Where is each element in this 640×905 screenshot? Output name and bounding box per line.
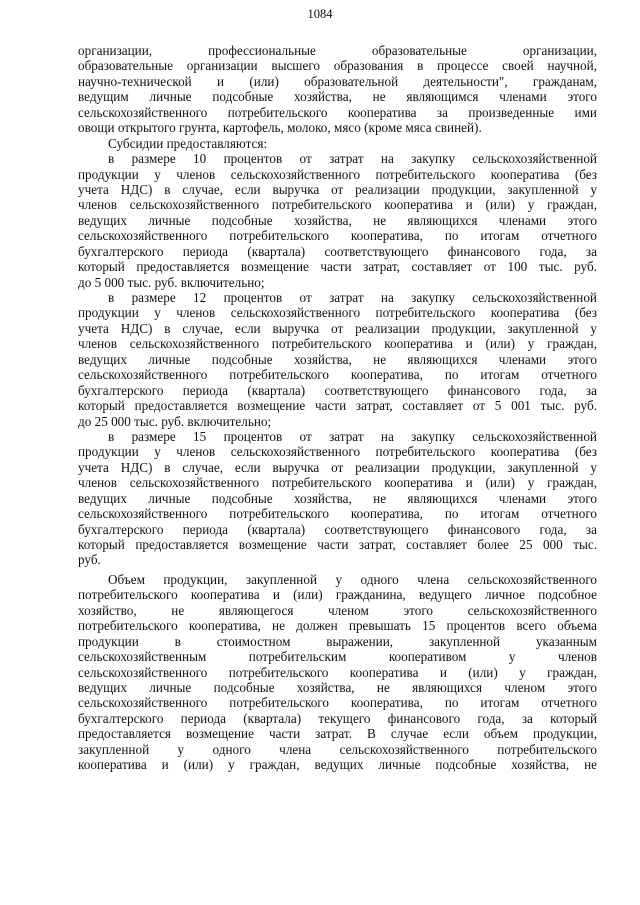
text-line: в размере 10 процентов от затрат на закупку сельскохозяйственной <box>108 151 597 167</box>
text-line: потребительского кооператива, не должен превышать 15 процентов всего объема <box>78 618 597 634</box>
text-line: учета НДС) в случае, если выручка от реализации продукции, закупленной у <box>78 459 597 475</box>
text-line: учета НДС) в случае, если выручка от реализации продукции, закупленной у <box>78 320 597 336</box>
text-line: ведущих личные подсобные хозяйства, не являющихся членами этого <box>78 490 597 506</box>
text-line: кооператива и (или) у граждан, ведущих личные подсобные хозяйства, не <box>78 757 597 773</box>
text-line: сельскохозяйственного потребительского кооператива, по итогам отчетного <box>78 506 597 522</box>
text-line: Объем продукции, закупленной у одного члена сельскохозяйственного <box>108 571 597 587</box>
text-line: сельскохозяйственного потребительского кооператива, по итогам отчетного <box>78 367 597 383</box>
text-line: который предоставляется возмещение части затрат, составляет от 100 тыс. руб. <box>78 259 597 275</box>
text-line: ведущим личные подсобные хозяйства, не являющимся членами этого <box>78 89 597 105</box>
text-line: сельскохозяйственного потребительского кооператива и (или) у граждан, <box>78 664 597 680</box>
text-line: потребительского кооператива и (или) гражданина, ведущего личное подсобное <box>78 587 597 603</box>
text-line: членов сельскохозяйственного потребительского кооператива и (или) у граждан, <box>78 197 597 213</box>
page-number: 1084 <box>307 7 333 21</box>
document-body <box>78 43 597 773</box>
text-line: предоставляется возмещение части затрат. В случае если объем продукции, <box>78 726 597 742</box>
text-line: который предоставляется возмещение части затрат, составляет от 5 001 тыс. руб. <box>78 398 597 414</box>
text-line: организации, профессиональные образовательные организации, <box>78 43 597 58</box>
text-line: учета НДС) в случае, если выручка от реализации продукции, закупленной у <box>78 181 597 197</box>
text-line: продукции у членов сельскохозяйственного потребительского кооператива (без <box>78 444 597 460</box>
text-line: в размере 15 процентов от затрат на закупку сельскохозяйственной <box>108 428 597 444</box>
text-line: бухгалтерского периода (квартала) соответствующего финансового года, за <box>78 243 597 259</box>
text-line: который предоставляется возмещение части затрат, составляет более 25 000 тыс. <box>78 537 597 552</box>
text-line: членов сельскохозяйственного потребительского кооператива и (или) у граждан, <box>78 475 597 491</box>
text-line: ведущих личные подсобные хозяйства, не являющихся членами этого <box>78 212 597 228</box>
text-line: сельскохозяйственным потребительским кооперативом у членов <box>78 649 597 665</box>
text-line: сельскохозяйственного потребительского кооператива за произведенные ими <box>78 104 597 120</box>
text-line: продукции в стоимостном выражении, закупленной указанным <box>78 633 597 649</box>
text-line: научно-технической и (или) образовательной деятельности", гражданам, <box>78 73 597 89</box>
text-line: бухгалтерского периода (квартала) соответствующего финансового года, за <box>78 521 597 537</box>
text-line: в размере 12 процентов от затрат на закупку сельскохозяйственной <box>108 290 597 305</box>
text-line: руб. <box>78 552 101 568</box>
text-line: продукции у членов сельскохозяйственного потребительского кооператива (без <box>78 166 597 182</box>
text-line: членов сельскохозяйственного потребительского кооператива и (или) у граждан, <box>78 336 597 352</box>
text-line: продукции у членов сельскохозяйственного потребительского кооператива (без <box>78 305 597 321</box>
text-line: образовательные организации высшего образования в процессе своей научной, <box>78 58 597 74</box>
text-line: хозяйство, не являющегося членом этого сельскохозяйственного <box>78 602 597 618</box>
text-line: сельскохозяйственного потребительского кооператива, по итогам отчетного <box>78 695 597 711</box>
text-line: бухгалтерского периода (квартала) текущего финансового года, за который <box>78 710 597 726</box>
text-line: ведущих личные подсобные хозяйства, не являющихся членами этого <box>78 351 597 367</box>
text-line: закупленной у одного члена сельскохозяйственного потребительского <box>78 741 597 757</box>
text-line: Субсидии предоставляются: <box>108 135 268 151</box>
text-line: ведущих личные подсобные хозяйства, не являющихся членом этого <box>78 679 597 695</box>
text-line: до 25 000 тыс. руб. включительно; <box>78 413 272 429</box>
text-line: сельскохозяйственного потребительского кооператива, по итогам отчетного <box>78 228 597 244</box>
text-line: овощи открытого грунта, картофель, молоко, мясо (кроме мяса свиней). <box>78 120 482 136</box>
text-line: бухгалтерского периода (квартала) соответствующего финансового года, за <box>78 382 597 398</box>
text-line: до 5 000 тыс. руб. включительно; <box>78 274 265 290</box>
